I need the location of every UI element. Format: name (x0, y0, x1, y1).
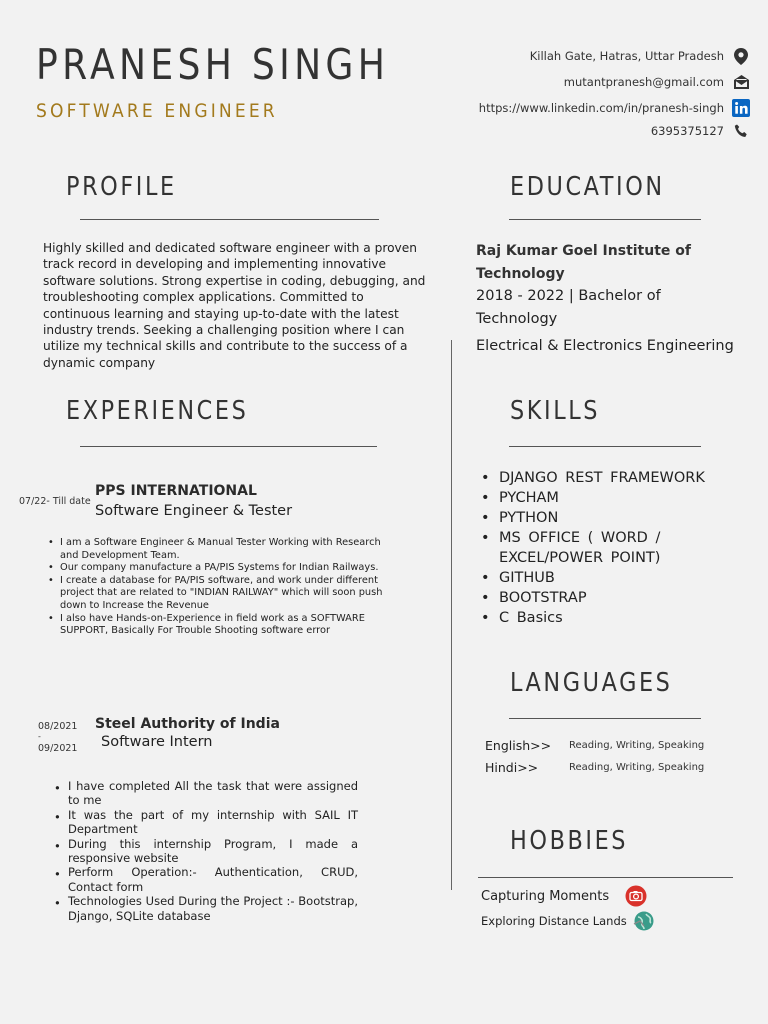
education-divider (509, 219, 701, 220)
language-row-english (485, 738, 725, 753)
phone-icon (732, 122, 750, 140)
address-text: Killah Gate, Hatras, Uttar Pradesh (529, 49, 724, 63)
globe-icon (633, 910, 655, 932)
contact-email (410, 73, 750, 91)
exp2-date-end: 09/2021 (38, 743, 78, 754)
exp1-role: Software Engineer & Tester (95, 503, 293, 519)
list-item: • I also have Hands-on-Experience in field work as a SOFTWARE SUPPORT, Basically For Trouble Shooting software error (48, 613, 393, 638)
language-level: Reading, Writing, Speaking (569, 762, 705, 773)
list-item: • GITHUB (481, 568, 741, 588)
education-field: Electrical & Electronics Engineering (476, 338, 734, 354)
profile-summary: Highly skilled and dedicated software engineer with a proven track record in developing and implementing innovative software solutions. Strong expertise in coding, debugging, and troubleshooting complex applications. Committed to continuous learning and staying up-to-date with the latest industry trends. Seeking a challenging position where I can utilize my technical skills and contribute to the success of a dynamic company (43, 241, 426, 370)
skills-divider (509, 446, 701, 447)
list-item: • BOOTSTRAP (481, 588, 741, 608)
hobbies-divider (478, 877, 733, 878)
contact-phone (410, 122, 750, 140)
language-name: English>> (485, 738, 552, 753)
location-pin-icon (732, 47, 750, 65)
email-link[interactable]: mutantpranesh@gmail.com (563, 75, 724, 89)
list-item: • I have completed All the task that were assigned to me (54, 779, 358, 808)
list-item: • During this internship Program, I made a responsive website (54, 837, 358, 866)
list-item: • Our company manufacture a PA/PIS Systems for Indian Railways. (48, 562, 393, 575)
languages-divider (509, 718, 701, 719)
language-row-hindi (485, 760, 725, 775)
linkedin-icon (732, 99, 750, 117)
language-name: Hindi>> (485, 760, 539, 775)
exp2-date-sep: - (38, 732, 41, 741)
hobby-exploring-lands (481, 910, 655, 932)
hobby-label: Exploring Distance Lands (481, 914, 627, 928)
experiences-heading: EXPERIENCES (66, 396, 249, 426)
experiences-divider (80, 446, 377, 447)
education-heading: EDUCATION (510, 172, 665, 202)
list-item: • PYCHAM (481, 488, 741, 508)
list-item: • MS OFFICE ( WORD / EXCEL/POWER POINT) (481, 528, 741, 568)
list-item: • Perform Operation:- Authentication, CRUD, Contact form (54, 865, 358, 894)
list-item: • It was the part of my internship with SAIL IT Department (54, 808, 358, 837)
job-title: SOFTWARE ENGINEER (36, 100, 278, 122)
profile-heading: PROFILE (66, 172, 177, 202)
exp2-role: Software Intern (101, 734, 213, 750)
exp2-company: Steel Authority of India (95, 716, 280, 732)
resume-name: PRANESH SINGH (36, 40, 390, 89)
phone-text: 6395375127 (650, 124, 724, 138)
skills-list (481, 468, 741, 628)
column-divider (451, 340, 452, 890)
list-item: • I am a Software Engineer & Manual Tester Working with Research and Development Team. (48, 537, 393, 562)
hobby-capturing-moments (481, 885, 647, 907)
contact-address (410, 47, 750, 65)
exp2-bullets (54, 779, 358, 923)
contact-linkedin (410, 99, 750, 117)
list-item: • Technologies Used During the Project :- Bootstrap, Django, SQLite database (54, 894, 358, 923)
exp2-date-start: 08/2021 (38, 721, 78, 732)
camera-icon (625, 885, 647, 907)
linkedin-link[interactable]: https://www.linkedin.com/in/pranesh-singh (478, 101, 724, 115)
hobbies-heading: HOBBIES (510, 826, 629, 856)
profile-divider (80, 219, 379, 220)
exp1-bullets (48, 537, 393, 638)
languages-heading: LANGUAGES (510, 668, 673, 698)
list-item: • PYTHON (481, 508, 741, 528)
list-item: • I create a database for PA/PIS software, and work under different project that are related to "INDIAN RAILWAY" which will soon push down to Increase the Revenue (48, 575, 393, 613)
education-degree: 2018 - 2022 | Bachelor of Technology (476, 288, 661, 327)
skills-heading: SKILLS (510, 396, 601, 426)
education-institution: Raj Kumar Goel Institute of Technology (476, 243, 691, 282)
list-item: • C Basics (481, 608, 741, 628)
exp1-company: PPS INTERNATIONAL (95, 483, 257, 499)
list-item: • DJANGO REST FRAMEWORK (481, 468, 741, 488)
envelope-icon (732, 73, 750, 91)
hobby-label: Capturing Moments (481, 888, 610, 904)
language-level: Reading, Writing, Speaking (569, 740, 705, 751)
exp1-date: 07/22- Till date (19, 496, 91, 507)
